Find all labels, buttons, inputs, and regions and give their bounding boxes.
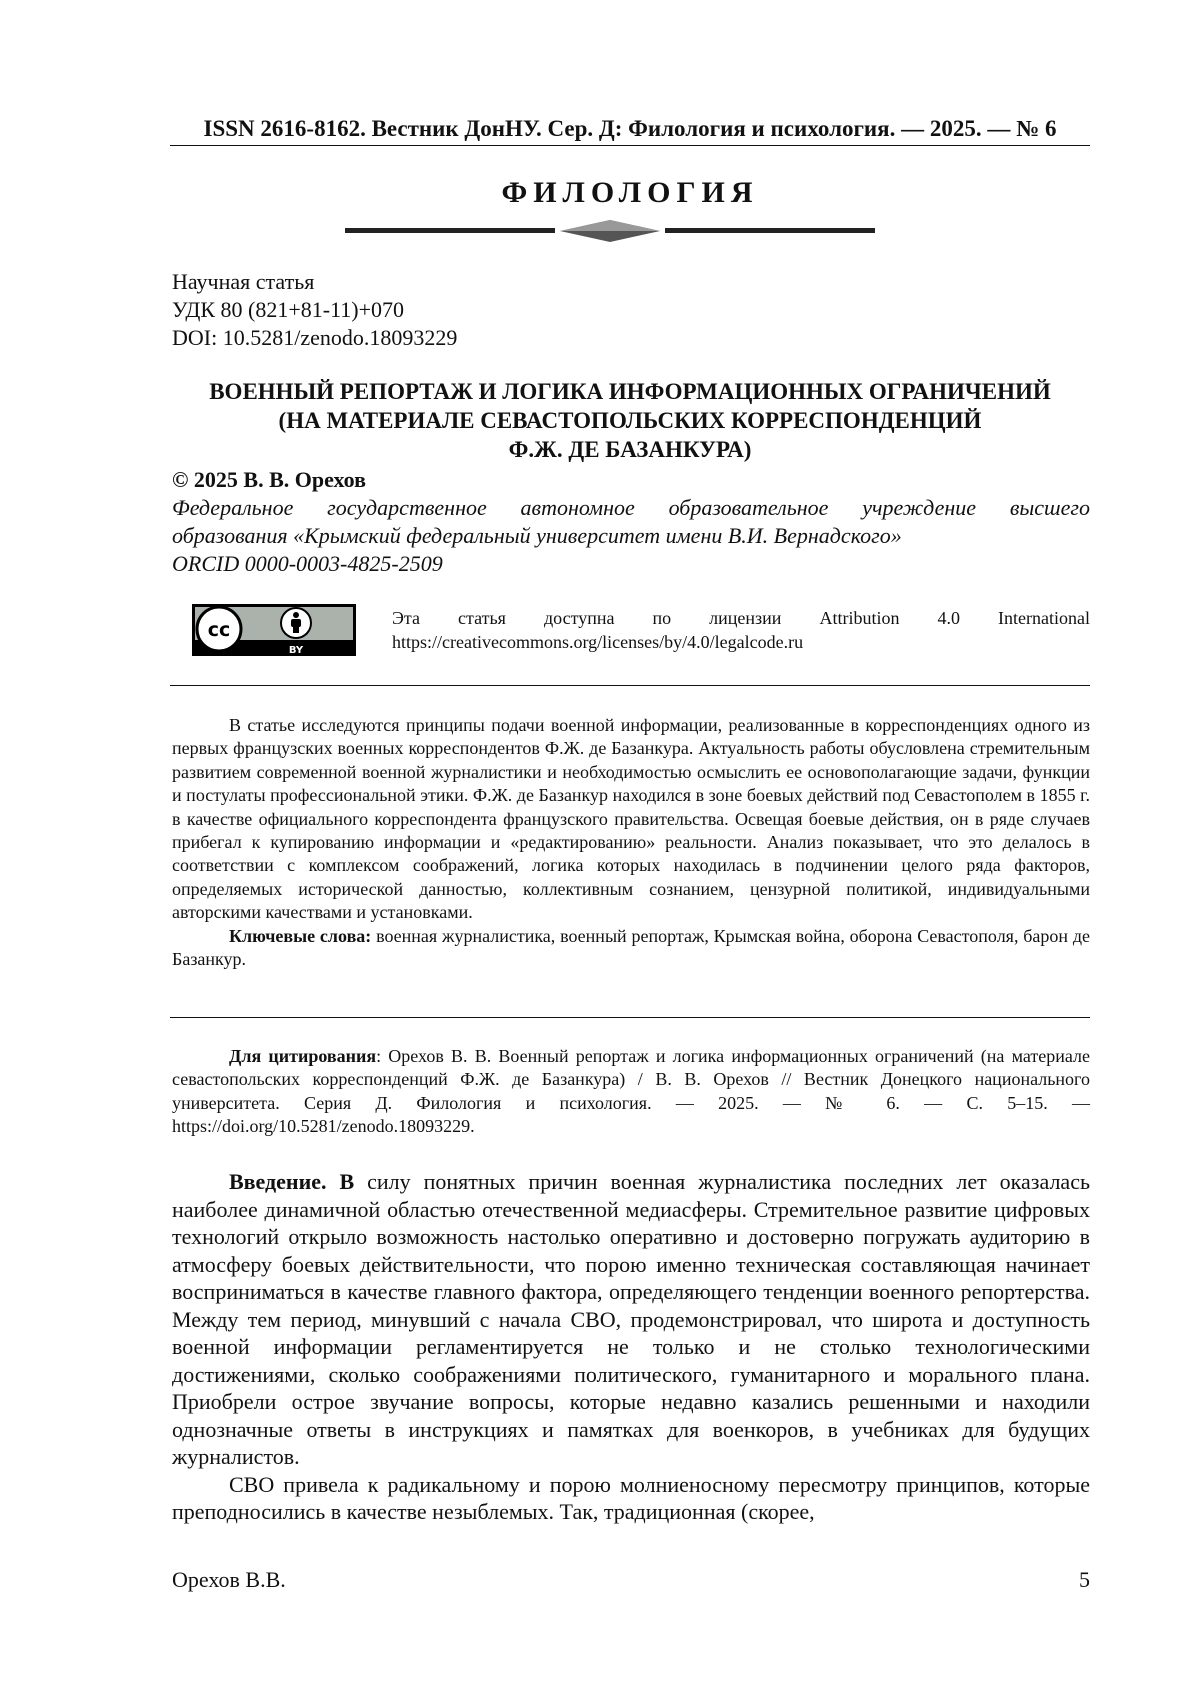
intro-heading: Введение. В	[229, 1169, 355, 1194]
page-number: 5	[1079, 1567, 1090, 1592]
license-url[interactable]: https://creativecommons.org/licenses/by/4.0/legalcode.ru	[392, 632, 804, 652]
keywords	[172, 925, 1090, 972]
affiliation-line: образования «Крымский федеральный университет имени В.И. Вернадского»	[172, 523, 902, 548]
keywords-list: военная журналистика, военный репортаж, Крымская война, оборона Севастополя, барон де Базанкур.	[172, 925, 1090, 970]
section-title: ФИЛОЛОГИЯ	[501, 176, 759, 209]
body-paragraph: СВО привела к радикальному и порою молниеносному пересмотру принципов, которые преподносились в качестве незыблемых. Так, традиционная (скорее,	[172, 1471, 1090, 1524]
article-type: Научная статья	[172, 269, 315, 294]
section-divider	[170, 1017, 1090, 1018]
article-title-line: ВОЕННЫЙ РЕПОРТАЖ И ЛОГИКА ИНФОРМАЦИОННЫХ ОГРАНИЧЕНИЙ	[209, 379, 1051, 404]
license-line: Эта статья доступна по лицензии Attribution 4.0 International	[392, 608, 1090, 628]
article-title	[170, 377, 1090, 464]
author-line: © 2025 В. В. Орехов	[172, 467, 366, 492]
citation-label: Для цитирования	[229, 1046, 377, 1066]
citation-text: : Орехов В. В. Военный репортаж и логика информационных ограничений (на материале севастопольских корреспонденций Ф.Ж. де Базанкура) / В. В. Орехов // Вестник Донецкого национального университета. Серия Д. Филология и психология. — 2025. — № 6. — С. 5–15. — https://doi.org/10.5281/zenodo.18093229.	[172, 1046, 1090, 1137]
udc-code: УДК 80 (821+81-11)+070	[172, 297, 405, 322]
cc-by-badge	[192, 604, 356, 656]
footer-author: Орехов В.В.	[172, 1567, 286, 1592]
keywords-label: Ключевые слова:	[229, 925, 372, 946]
abstract-text: В статье исследуются принципы подачи военной информации, реализованные в корреспонденциях одного из первых французских военных корреспондентов Ф.Ж. де Базанкура. Актуальность работы обусловлена стремительным развитием современной военной журналистики и необходимостью осмыслить ее основополагающие задачи, функции и постулаты профессиональной этики. Ф.Ж. де Базанкур находился в зоне боевых действий под Севастополем в 1855 г. в качестве официального корреспондента французского правительства. Освещая боевые действия, он в ряде случаев прибегал к купированию информации и «редактированию» реальности. Анализ показывает, что это делалось в соответствии с комплексом соображений, логика которых находилась в подчинении целого ряда факторов, определяемых исторической данностью, коллективным сознанием, цензурной политикой, индивидуальными авторскими качествами и установками.	[172, 715, 1090, 923]
by-label: BY	[288, 645, 304, 656]
running-header: ISSN 2616-8162. Вестник ДонНУ. Сер. Д: Филология и психология. — 2025. — № 6	[203, 116, 1057, 141]
license-text	[392, 606, 1090, 654]
article-body	[172, 1168, 1090, 1526]
affiliation-line: Федеральное государственное автономное образовательное учреждение высшего	[172, 495, 1090, 520]
header-divider	[170, 145, 1090, 146]
doi: DOI: 10.5281/zenodo.18093229	[172, 325, 458, 350]
citation	[172, 1045, 1090, 1139]
orcid: ORCID 0000-0003-4825-2509	[172, 551, 443, 576]
article-title-line: (НА МАТЕРИАЛЕ СЕВАСТОПОЛЬСКИХ КОРРЕСПОНДЕНЦИЙ	[278, 408, 982, 433]
body-paragraph	[172, 1168, 1090, 1471]
ornament-divider	[345, 218, 875, 244]
abstract	[172, 714, 1090, 971]
cc-icon-label: cc	[207, 619, 231, 641]
article-title-line: Ф.Ж. ДЕ БАЗАНКУРА)	[508, 437, 752, 462]
section-divider	[170, 685, 1090, 686]
body-paragraph-text: силу понятных причин военная журналистика последних лет оказалась наиболее динамичной областью отечественной медиасферы. Стремительное развитие цифровых технологий открыло возможность настолько оперативно и достоверно погружать аудиторию в атмосферу боевых действительности, что порою именно техническая составляющая начинает восприниматься в качестве главного фактора, определяющего тенденции военного репортерства. Между тем период, минувший с начала СВО, продемонстрировал, что широта и доступность военной информации регламентируется не только и не столько технологическими достижениями, сколько соображениями политического, гуманитарного и морального плана. Приобрели острое звучание вопросы, которые недавно казались решенными и находили однозначные ответы в инструкциях и памятках для военкоров, в учебниках для будущих журналистов.	[172, 1169, 1090, 1469]
